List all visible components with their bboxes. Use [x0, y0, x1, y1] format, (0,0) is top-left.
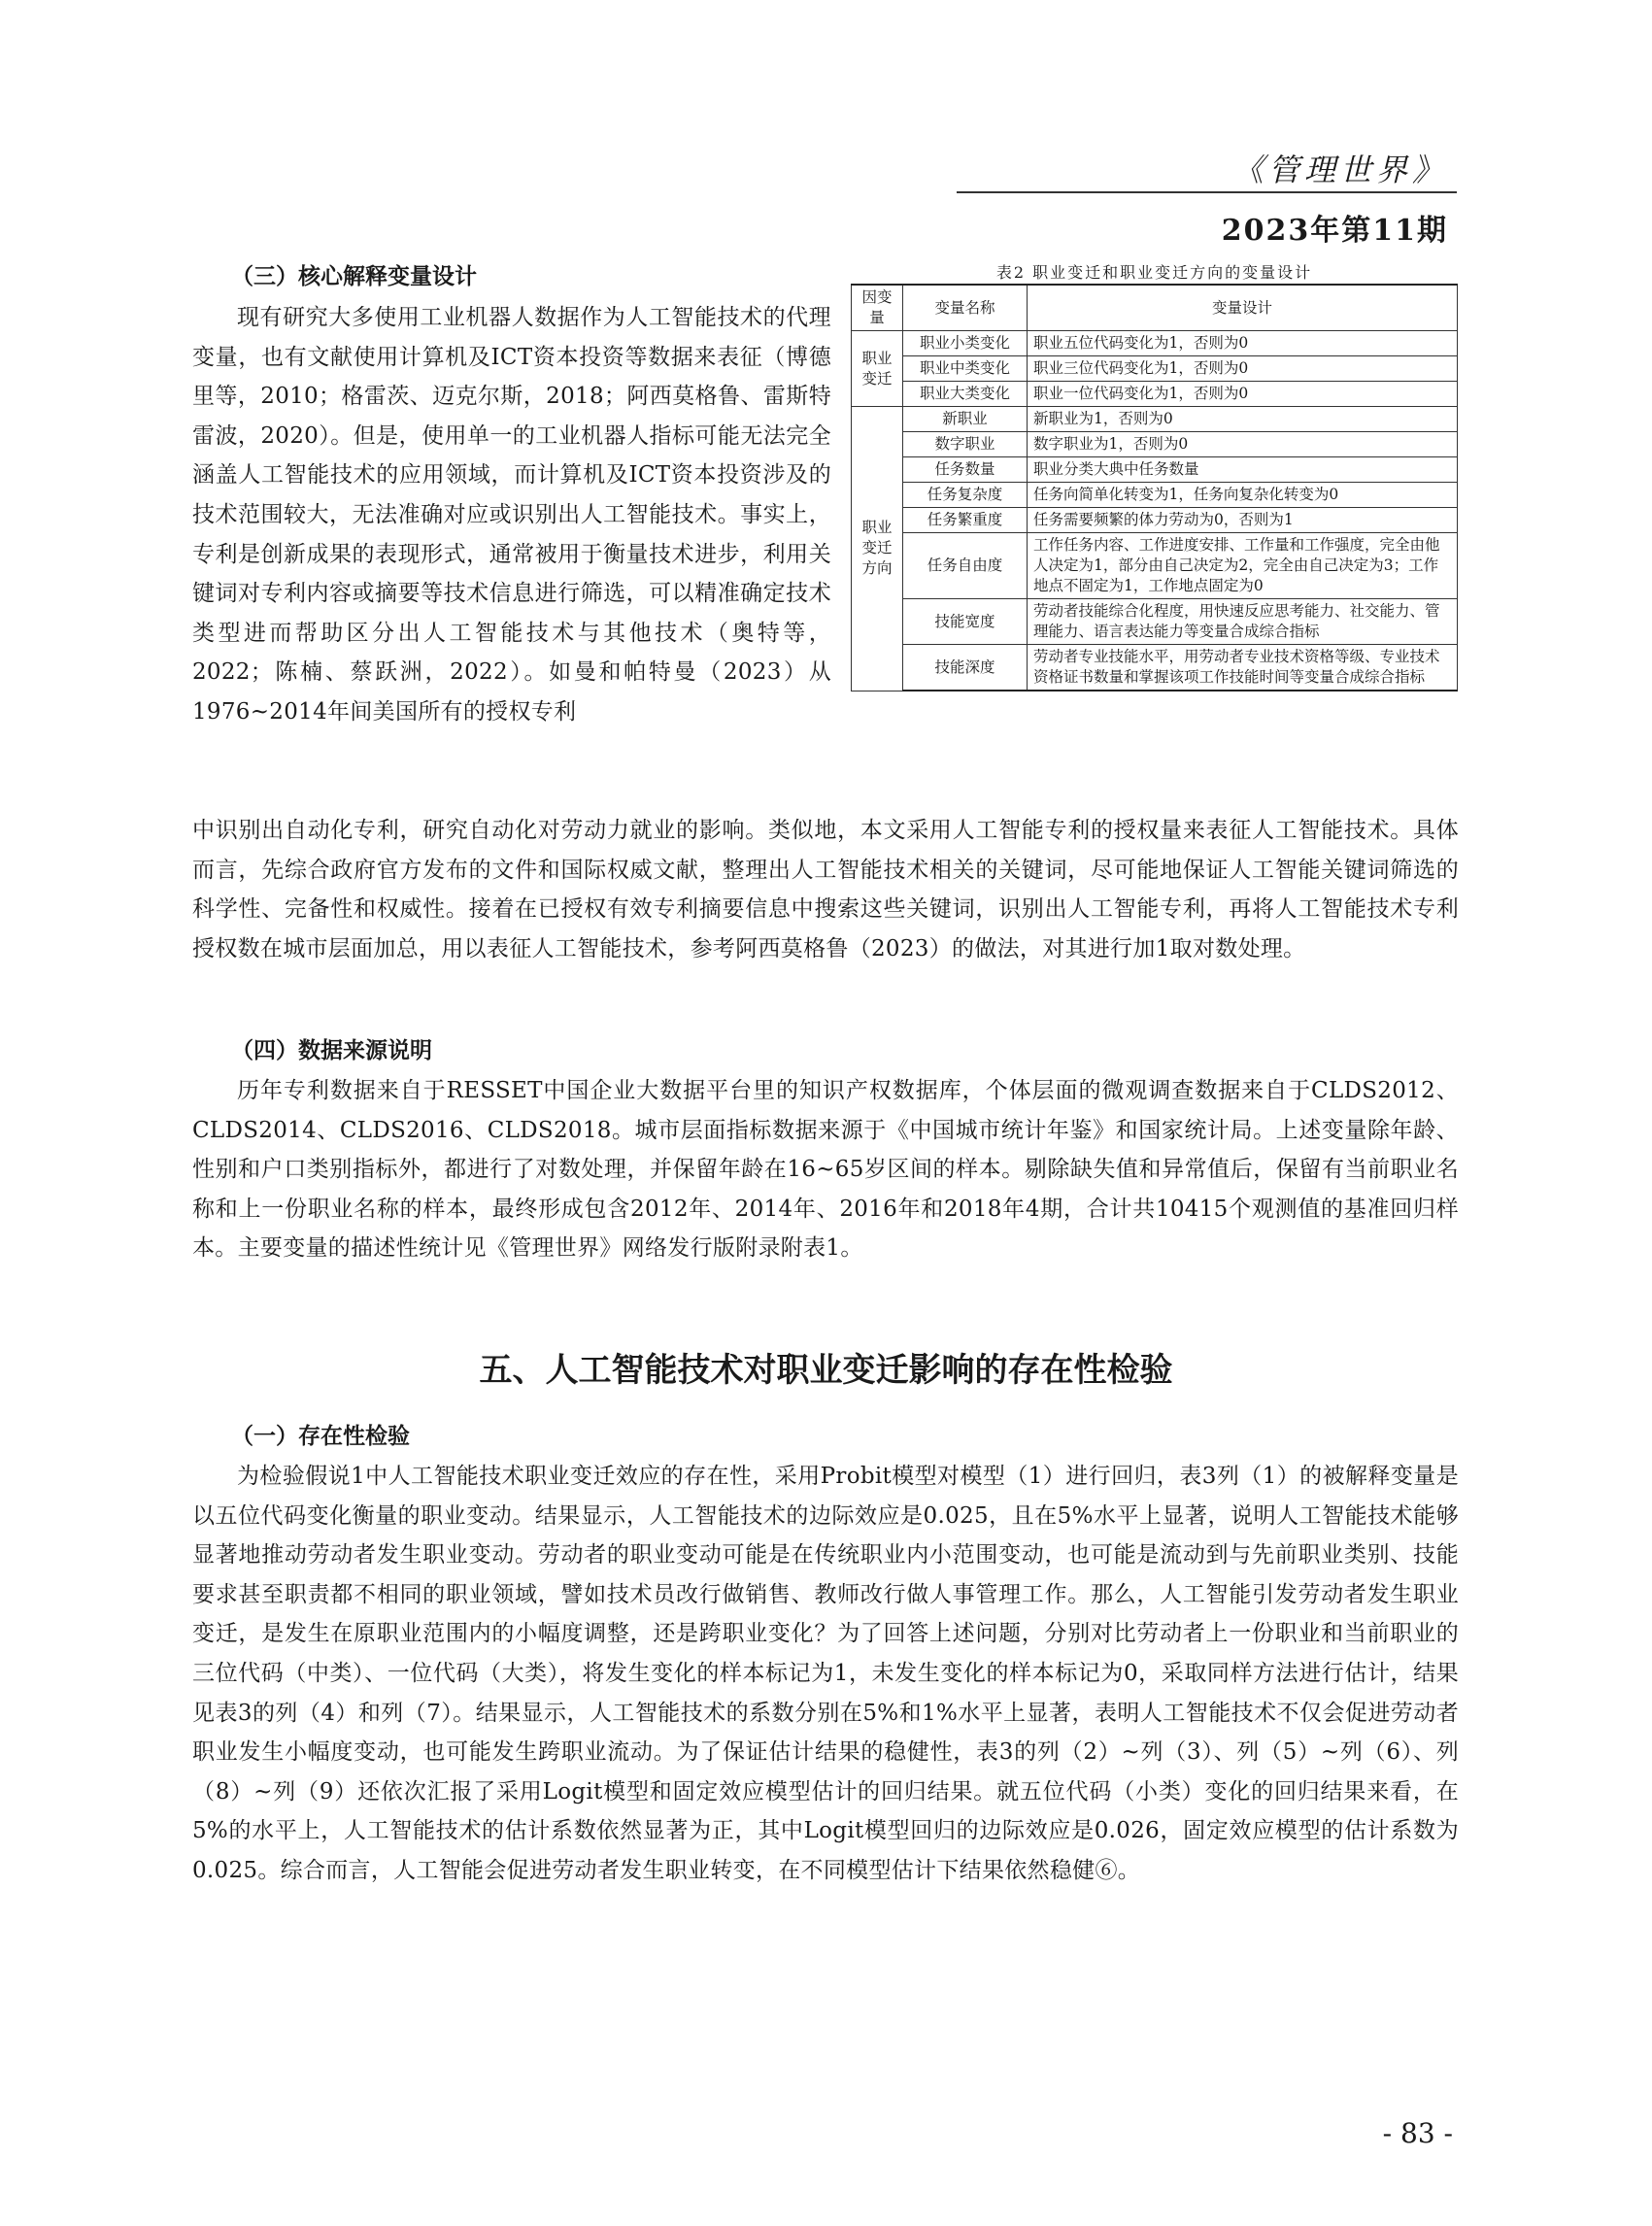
variable-name-cell: 技能深度 — [903, 645, 1028, 691]
variable-design-cell: 工作任务内容、工作进度安排、工作量和工作强度，完全由他人决定为1，部分由自己决定为2，完全由自己决定为3；工作地点不固定为1，工作地点固定为0 — [1028, 533, 1458, 599]
group-label-occupation-change: 职业变迁 — [852, 331, 903, 407]
variable-design-cell: 劳动者技能综合化程度，用快速反应思考能力、社交能力、管理能力、语言表达能力等变量合成综合指标 — [1028, 599, 1458, 645]
group-label-occupation-direction: 职业变迁方向 — [852, 407, 903, 691]
variable-name-cell: 任务数量 — [903, 457, 1028, 483]
variable-name-cell: 任务复杂度 — [903, 483, 1028, 508]
variable-name-cell: 新职业 — [903, 407, 1028, 432]
variable-name-cell: 任务自由度 — [903, 533, 1028, 599]
section-heading-core-variable: （三）核心解释变量设计 — [231, 264, 477, 289]
page-number: - 83 - — [1382, 2117, 1453, 2149]
paragraph-data-source: 历年专利数据来自于RESSET中国企业大数据平台里的知识产权数据库，个体层面的微观调查数据来自于CLDS2012、CLDS2014、CLDS2016、CLDS2018。城市层面指标数据来源于《中国城市统计年鉴》和国家统计局。上述变量除年龄、性别和户口类别指标外，都进行了对数处理，并保留年龄在16~65岁区间的样本。剔除缺失值和异常值后，保留有当前职业名称和上一份职业名称的样本，最终形成包含2012年、2014年、2016年和2018年4期，合计共10415个观测值的基准回归样本。主要变量的描述性统计见《管理世界》网络发行版附录附表1。 — [192, 1078, 1459, 1262]
variable-design-table — [851, 284, 1458, 691]
table-row — [852, 407, 1458, 432]
variable-design-cell: 新职业为1，否则为0 — [1028, 407, 1458, 432]
column-header: 变量设计 — [1028, 285, 1458, 331]
variable-name-cell: 职业中类变化 — [903, 356, 1028, 382]
table-row — [852, 599, 1458, 645]
table-row — [852, 331, 1458, 356]
variable-design-cell: 职业分类大典中任务数量 — [1028, 457, 1458, 483]
table-row — [852, 533, 1458, 599]
table-row — [852, 645, 1458, 691]
variable-name-cell: 职业小类变化 — [903, 331, 1028, 356]
variable-design-cell: 任务需要频繁的体力劳动为0，否则为1 — [1028, 508, 1458, 533]
column-header: 因变量 — [852, 285, 903, 331]
journal-title: 《管理世界》 — [1231, 152, 1448, 188]
table-header-row — [852, 285, 1458, 331]
variable-name-cell: 职业大类变化 — [903, 382, 1028, 407]
variable-name-cell: 任务繁重度 — [903, 508, 1028, 533]
paragraph-existence-test: 为检验假说1中人工智能技术职业变迁效应的存在性，采用Probit模型对模型（1）进行回归，表3列（1）的被解释变量是以五位代码变化衡量的职业变动。结果显示，人工智能技术的边际效应是0.025，且在5%水平上显著，说明人工智能技术能够显著地推动劳动者发生职业变动。劳动者的职业变动可能是在传统职业内小范围变动，也可能是流动到与先前职业类别、技能要求甚至职责都不相同的职业领域，譬如技术员改行做销售、教师改行做人事管理工作。那么，人工智能引发劳动者发生职业变迁，是发生在原职业范围内的小幅度调整，还是跨职业变化？为了回答上述问题，分别对比劳动者上一份职业和当前职业的三位代码（中类）、一位代码（大类），将发生变化的样本标记为1，未发生变化的样本标记为0，采取同样方法进行估计，结果见表3的列（4）和列（7）。结果显示，人工智能技术的系数分别在5%和1%水平上显著，表明人工智能技术不仅会促进劳动者职业发生小幅度变动，也可能发生跨职业流动。为了保证估计结果的稳健性，表3的列（2）~列（3）、列（5）~列（6）、列（8）~列（9）还依次汇报了采用Logit模型和固定效应模型估计的回归结果。就五位代码（小类）变化的回归结果来看，在5%的水平上，人工智能技术的估计系数依然显著为正，其中Logit模型回归的边际效应是0.026，固定效应模型的估计系数为0.025。综合而言，人工智能会促进劳动者发生职业转变，在不同模型估计下结果依然稳健⑥。 — [192, 1464, 1459, 1883]
variable-design-cell: 数字职业为1，否则为0 — [1028, 432, 1458, 457]
header-rule — [957, 191, 1457, 193]
table-row — [852, 382, 1458, 407]
table-caption: 表2 职业变迁和职业变迁方向的变量设计 — [995, 263, 1313, 282]
table-row — [852, 508, 1458, 533]
table-row — [852, 483, 1458, 508]
variable-design-cell: 职业一位代码变化为1，否则为0 — [1028, 382, 1458, 407]
paragraph-core-variable-wide: 中识别出自动化专利，研究自动化对劳动力就业的影响。类似地，本文采用人工智能专利的授权量来表征人工智能技术。具体而言，先综合政府官方发布的文件和国际权威文献，整理出人工智能技术相关的关键词，尽可能地保证人工智能关键词筛选的科学性、完备性和权威性。接着在已授权有效专利摘要信息中搜索这些关键词，识别出人工智能专利，再将人工智能技术专利授权数在城市层面加总，用以表征人工智能技术，参考阿西莫格鲁（2023）的做法，对其进行加1取对数处理。 — [192, 818, 1459, 961]
table-row — [852, 356, 1458, 382]
issue-label: 2023年第11期 — [1221, 214, 1448, 248]
table-row — [852, 457, 1458, 483]
variable-design-cell: 职业五位代码变化为1，否则为0 — [1028, 331, 1458, 356]
column-header: 变量名称 — [903, 285, 1028, 331]
section-heading-data-source: （四）数据来源说明 — [231, 1038, 432, 1063]
paragraph-core-variable-narrow: 现有研究大多使用工业机器人数据作为人工智能技术的代理变量，也有文献使用计算机及ICT资本投资等数据来表征（博德里等，2010；格雷茨、迈克尔斯，2018；阿西莫格鲁、雷斯特雷波，2020）。但是，使用单一的工业机器人指标可能无法完全涵盖人工智能技术的应用领域，而计算机及ICT资本投资涉及的技术范围较大，无法准确对应或识别出人工智能技术。事实上，专利是创新成果的表现形式，通常被用于衡量技术进步，利用关键词对专利内容或摘要等技术信息进行筛选，可以精准确定技术类型进而帮助区分出人工智能技术与其他技术（奥特等，2022；陈楠、蔡跃洲，2022）。如曼和帕特曼（2023）从1976~2014年间美国所有的授权专利 — [192, 305, 831, 725]
table-row — [852, 432, 1458, 457]
variable-design-cell: 劳动者专业技能水平，用劳动者专业技术资格等级、专业技术资格证书数量和掌握该项工作技能时间等变量合成综合指标 — [1028, 645, 1458, 691]
section-title-existence-test: 五、人工智能技术对职业变迁影响的存在性检验 — [479, 1351, 1173, 1390]
variable-name-cell: 数字职业 — [903, 432, 1028, 457]
subsection-heading-existence-test: （一）存在性检验 — [231, 1424, 410, 1449]
variable-design-cell: 职业三位代码变化为1，否则为0 — [1028, 356, 1458, 382]
variable-design-cell: 任务向简单化转变为1，任务向复杂化转变为0 — [1028, 483, 1458, 508]
variable-name-cell: 技能宽度 — [903, 599, 1028, 645]
